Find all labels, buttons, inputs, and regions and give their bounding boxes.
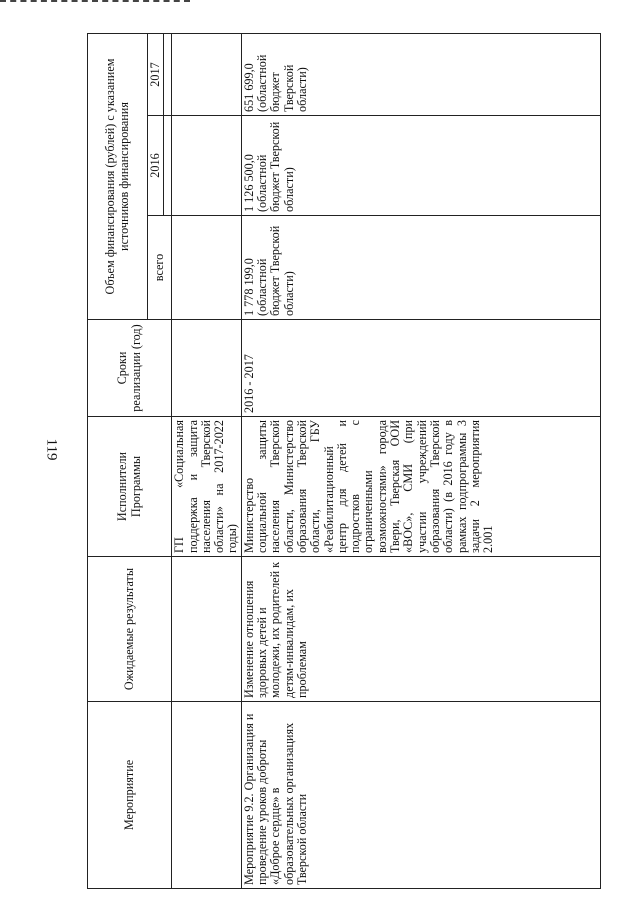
rotated-table-frame bbox=[87, 34, 601, 889]
cell-2017: 651 699,0 (областной бюджет Тверской области) bbox=[241, 34, 600, 116]
header-measure: Мероприятие bbox=[88, 702, 172, 889]
header-2017-sub bbox=[164, 34, 172, 116]
header-2016-sub bbox=[164, 116, 172, 216]
cell-executors: ГП «Социальная поддержка и защита населения Тверской области» на 2017-2022 годы) bbox=[172, 417, 241, 557]
cell-2016 bbox=[172, 116, 241, 216]
cell-results: Изменение отношения здоровых детей и молодежи, их родителей к детям-инвалидам, их проблемам bbox=[241, 557, 600, 702]
top-border-marks bbox=[0, 0, 190, 8]
header-total: всего bbox=[148, 216, 172, 320]
cell-total: 1 778 199,0 (областной бюджет Тверской области) bbox=[241, 216, 600, 320]
program-table bbox=[87, 33, 601, 889]
cell-terms bbox=[172, 320, 241, 417]
table-row bbox=[172, 34, 241, 889]
cell-executors: Министерство социальной защиты населения Тверской области, Министерство образования Тверской области, ГБУ «Реабилитационный центр для детей и подростков с ограниченными возможностями» города Твери, Тверская ООИ «ВОС», СМИ (при участии учреждений образования Тверской области) (в 2016 году в рамках подпрограммы 3 задачи 2 мероприятия 2.001 bbox=[241, 417, 600, 557]
header-results: Ожидаемые результаты bbox=[88, 557, 172, 702]
cell-total bbox=[172, 216, 241, 320]
cell-measure bbox=[172, 702, 241, 889]
header-terms: Сроки реализации (год) bbox=[88, 320, 172, 417]
header-2017: 2017 bbox=[148, 34, 164, 116]
page-number: 119 bbox=[43, 438, 60, 461]
header-funding: Объем финансирования (рублей) с указанием источников финансирования bbox=[88, 34, 148, 320]
cell-measure: Мероприятие 9.2. Организация и проведение уроков доброты «Доброе сердце» в образовательных организациях Тверской области bbox=[241, 702, 600, 889]
header-2016: 2016 bbox=[148, 116, 164, 216]
table-row bbox=[241, 34, 600, 889]
cell-results bbox=[172, 557, 241, 702]
header-executors: Исполнители Программы bbox=[88, 417, 172, 557]
cell-2017 bbox=[172, 34, 241, 116]
cell-2016: 1 126 500,0 (областной бюджет Тверской области) bbox=[241, 116, 600, 216]
cell-terms: 2016 - 2017 bbox=[241, 320, 600, 417]
